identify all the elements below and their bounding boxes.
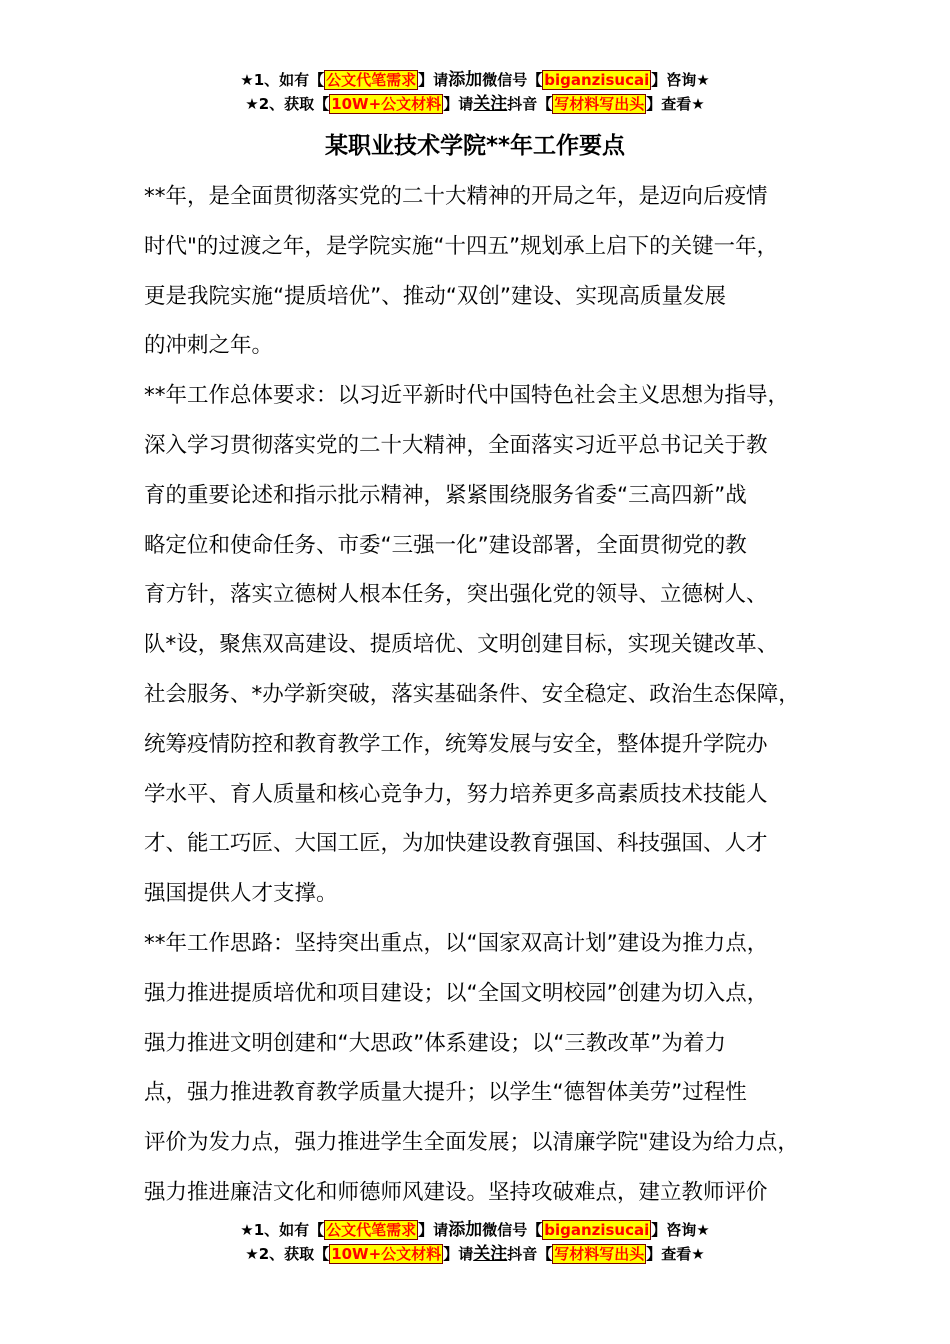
text-line: 强力推进廉洁文化和师德师风建设。坚持攻破难点，建立教师评价	[144, 1179, 768, 1205]
text-line: **年工作总体要求：以习近平新时代中国特色社会主义思想为指导，	[144, 383, 790, 409]
text-line: 深入学习贯彻落实党的二十大精神，全面落实习近平总书记关于教	[144, 432, 768, 458]
banner-highlight-wechat: biganzisucai	[544, 1221, 650, 1239]
banner-text-emphasis: 添加	[448, 1220, 483, 1240]
document-body	[144, 172, 834, 1218]
banner-text: 】请	[443, 1245, 474, 1263]
banner-highlight-service: 公文代笔需求	[326, 71, 417, 89]
banner-line-2	[0, 92, 950, 116]
text-line: 的冲刺之年。	[144, 333, 274, 359]
banner-line-1	[0, 68, 950, 92]
banner-text: 抖音【	[507, 1245, 553, 1263]
banner-highlight-service: 公文代笔需求	[326, 1221, 417, 1239]
banner-text: 】咨询★	[651, 1221, 710, 1239]
banner-text: ★1、如有【	[240, 1221, 325, 1239]
paragraph-intro	[144, 172, 834, 371]
banner-line-2	[0, 1242, 950, 1266]
banner-text: ★1、如有【	[240, 71, 325, 89]
banner-line-1	[0, 1218, 950, 1242]
text-line: 点，强力推进教育教学质量大提升；以学生“德智体美劳”过程性	[144, 1080, 747, 1106]
banner-text: 】请	[443, 95, 474, 113]
text-line: 社会服务、*办学新突破，落实基础条件、安全稳定、政治生态保障，	[144, 681, 800, 707]
footer-banner	[0, 1218, 950, 1266]
banner-text: 抖音【	[507, 95, 553, 113]
document-title: 某职业技术学院**年工作要点	[324, 133, 626, 159]
banner-highlight-douyin: 写材料写出头	[554, 1245, 645, 1263]
banner-text: 微信号【	[482, 71, 543, 89]
banner-highlight-douyin: 写材料写出头	[554, 95, 645, 113]
text-line: **年工作思路：坚持突出重点，以“国家双高计划”建设为推力点，	[144, 930, 769, 956]
banner-highlight-materials: 10W+公文材料	[331, 1245, 442, 1263]
text-line: 统筹疫情防控和教育教学工作，统筹发展与安全，整体提升学院办	[144, 731, 768, 757]
banner-text: 】请	[418, 71, 449, 89]
text-line: 育的重要论述和指示批示精神，紧紧围绕服务省委“三高四新”战	[144, 482, 747, 508]
banner-text: 】咨询★	[651, 71, 710, 89]
text-line: 强国提供人才支撑。	[144, 881, 338, 907]
header-banner	[0, 68, 950, 116]
text-line: 略定位和使命任务、市委“三强一化”建设部署，全面贯彻党的教	[144, 532, 747, 558]
paragraph-work-ideas	[144, 919, 834, 1218]
text-line: 评价为发力点，强力推进学生全面发展；以清廉学院"建设为给力点，	[144, 1130, 799, 1156]
banner-text: ★2、获取【	[245, 95, 330, 113]
text-line: 强力推进文明创建和“大思政”体系建设；以“三教改革”为着力	[144, 1030, 727, 1056]
banner-text: ★2、获取【	[245, 1245, 330, 1263]
text-line: 时代"的过渡之年，是学院实施“十四五”规划承上启下的关键一年，	[144, 233, 779, 259]
banner-text-emphasis: 添加	[448, 70, 483, 90]
text-line: 才、能工巧匠、大国工匠，为加快建设教育强国、科技强国、人才	[144, 831, 768, 857]
banner-text-emphasis: 关注	[473, 1244, 508, 1264]
banner-text: 】请	[418, 1221, 449, 1239]
banner-highlight-materials: 10W+公文材料	[331, 95, 442, 113]
banner-text: 】查看★	[646, 95, 705, 113]
banner-highlight-wechat: biganzisucai	[544, 71, 650, 89]
banner-text-emphasis: 关注	[473, 94, 508, 114]
text-line: 队*设，聚焦双高建设、提质培优、文明创建目标，实现关键改革、	[144, 632, 779, 658]
paragraph-general-requirements	[144, 371, 834, 919]
text-line: 更是我院实施“提质培优”、推动“双创”建设、实现高质量发展	[144, 283, 727, 309]
text-line: **年，是全面贯彻落实党的二十大精神的开局之年，是迈向后疫情	[144, 184, 768, 209]
text-line: 强力推进提质培优和项目建设；以“全国文明校园”创建为切入点，	[144, 980, 769, 1006]
banner-text: 微信号【	[482, 1221, 543, 1239]
text-line: 育方针，落实立德树人根本任务，突出强化党的领导、立德树人、	[144, 582, 768, 608]
text-line: 学水平、育人质量和核心竞争力，努力培养更多高素质技术技能人	[144, 781, 768, 807]
banner-text: 】查看★	[646, 1245, 705, 1263]
